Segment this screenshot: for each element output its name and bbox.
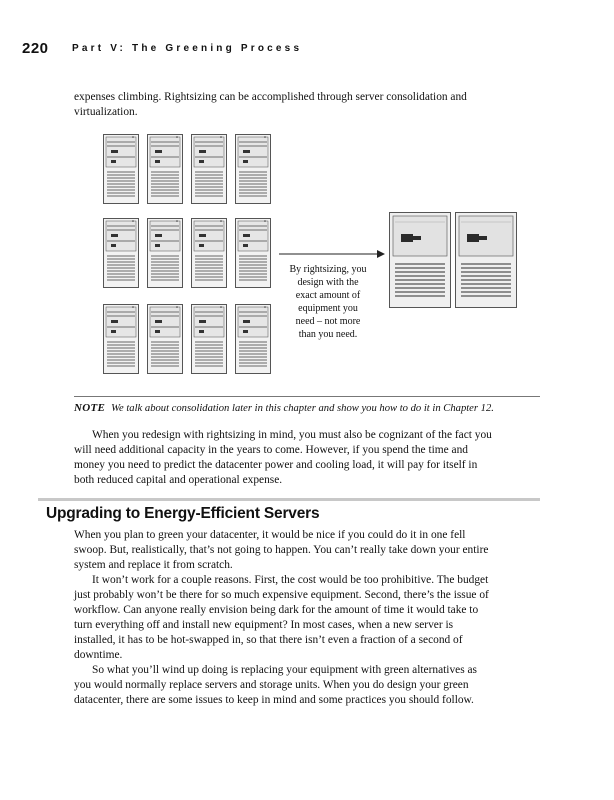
page-number: 220: [22, 40, 49, 57]
text-line: both reduced capital and operational expense.: [74, 474, 283, 486]
text-line: virtualization.: [74, 106, 138, 118]
tower-server-icon: [103, 134, 139, 204]
text-line: will need additional capacity in the years to come. However, if you spend the time and: [74, 444, 468, 456]
text-line: swoop. But, realistically, that’s not going to happen. You can’t really take down your entire: [74, 544, 489, 556]
tower-server-icon: [147, 134, 183, 204]
section-heading: Upgrading to Energy-Efficient Servers: [46, 505, 320, 522]
tower-server-icon: [235, 304, 271, 374]
plan-paragraph: [74, 528, 544, 573]
tower-server-icon: [103, 304, 139, 374]
server-icon: [455, 212, 517, 308]
tower-server-icon: [235, 218, 271, 288]
note-box: [74, 402, 544, 414]
tower-server-icon: [235, 134, 271, 204]
reasons-paragraph: [74, 573, 544, 663]
intro-paragraph: [74, 90, 544, 120]
arrow-right-icon: [279, 248, 385, 260]
text-line: just probably won’t be there for so much expensive equipment. Second, there’s the issue of: [74, 589, 489, 601]
figure-caption: By rightsizing, you design with the exact amount of equipment you need – not more than you need.: [289, 264, 367, 340]
note-label: NOTE: [74, 402, 106, 414]
text-line: When you redesign with rightsizing in mind, you must also be cognizant of the fact you: [92, 429, 492, 441]
text-line: So what you’ll wind up doing is replacing your equipment with green alternatives as: [92, 664, 477, 676]
tower-server-icon: [103, 218, 139, 288]
redesign-paragraph: [74, 428, 544, 488]
tower-server-icon: [191, 218, 227, 288]
tower-server-icon: [191, 134, 227, 204]
tower-server-icon: [147, 218, 183, 288]
rightsizing-figure: [95, 130, 525, 370]
tower-server-icon: [147, 304, 183, 374]
section-divider: [38, 498, 540, 501]
note-divider: [74, 396, 540, 397]
server-icon: [389, 212, 451, 308]
text-line: workflow. Can anyone really envision being dark for the amount of time it would take to: [74, 604, 479, 616]
text-line: It won’t work for a couple reasons. First, the cost would be too prohibitive. The budget: [92, 574, 489, 586]
note-text: We talk about consolidation later in this chapter and show you how to do it in Chapter 12.: [111, 403, 494, 414]
text-line: you would normally replace servers and storage units. When you do design your green: [74, 679, 469, 691]
text-line: datacenter, there are some issues to keep in mind and some practices you should follow.: [74, 694, 474, 706]
text-line: installed, it has to be hot-swapped in, so that there isn’t even a fraction of a second of: [74, 634, 463, 646]
alternatives-paragraph: [74, 663, 544, 708]
part-title: Part V: The Greening Process: [72, 43, 303, 54]
tower-server-icon: [191, 304, 227, 374]
text-line: system and replace it from scratch.: [74, 559, 233, 571]
text-line: money you need to predict the datacenter power and cooling load, it will pay for itself in: [74, 459, 478, 471]
text-line: When you plan to green your datacenter, it would be nice if you could do it in one fell: [74, 529, 466, 541]
text-line: expenses climbing. Rightsizing can be accomplished through server consolidation and: [74, 91, 467, 103]
text-line: downtime.: [74, 649, 123, 661]
running-header: [22, 40, 582, 60]
text-line: turn everything off and install new equipment? In most cases, when a new server is: [74, 619, 454, 631]
